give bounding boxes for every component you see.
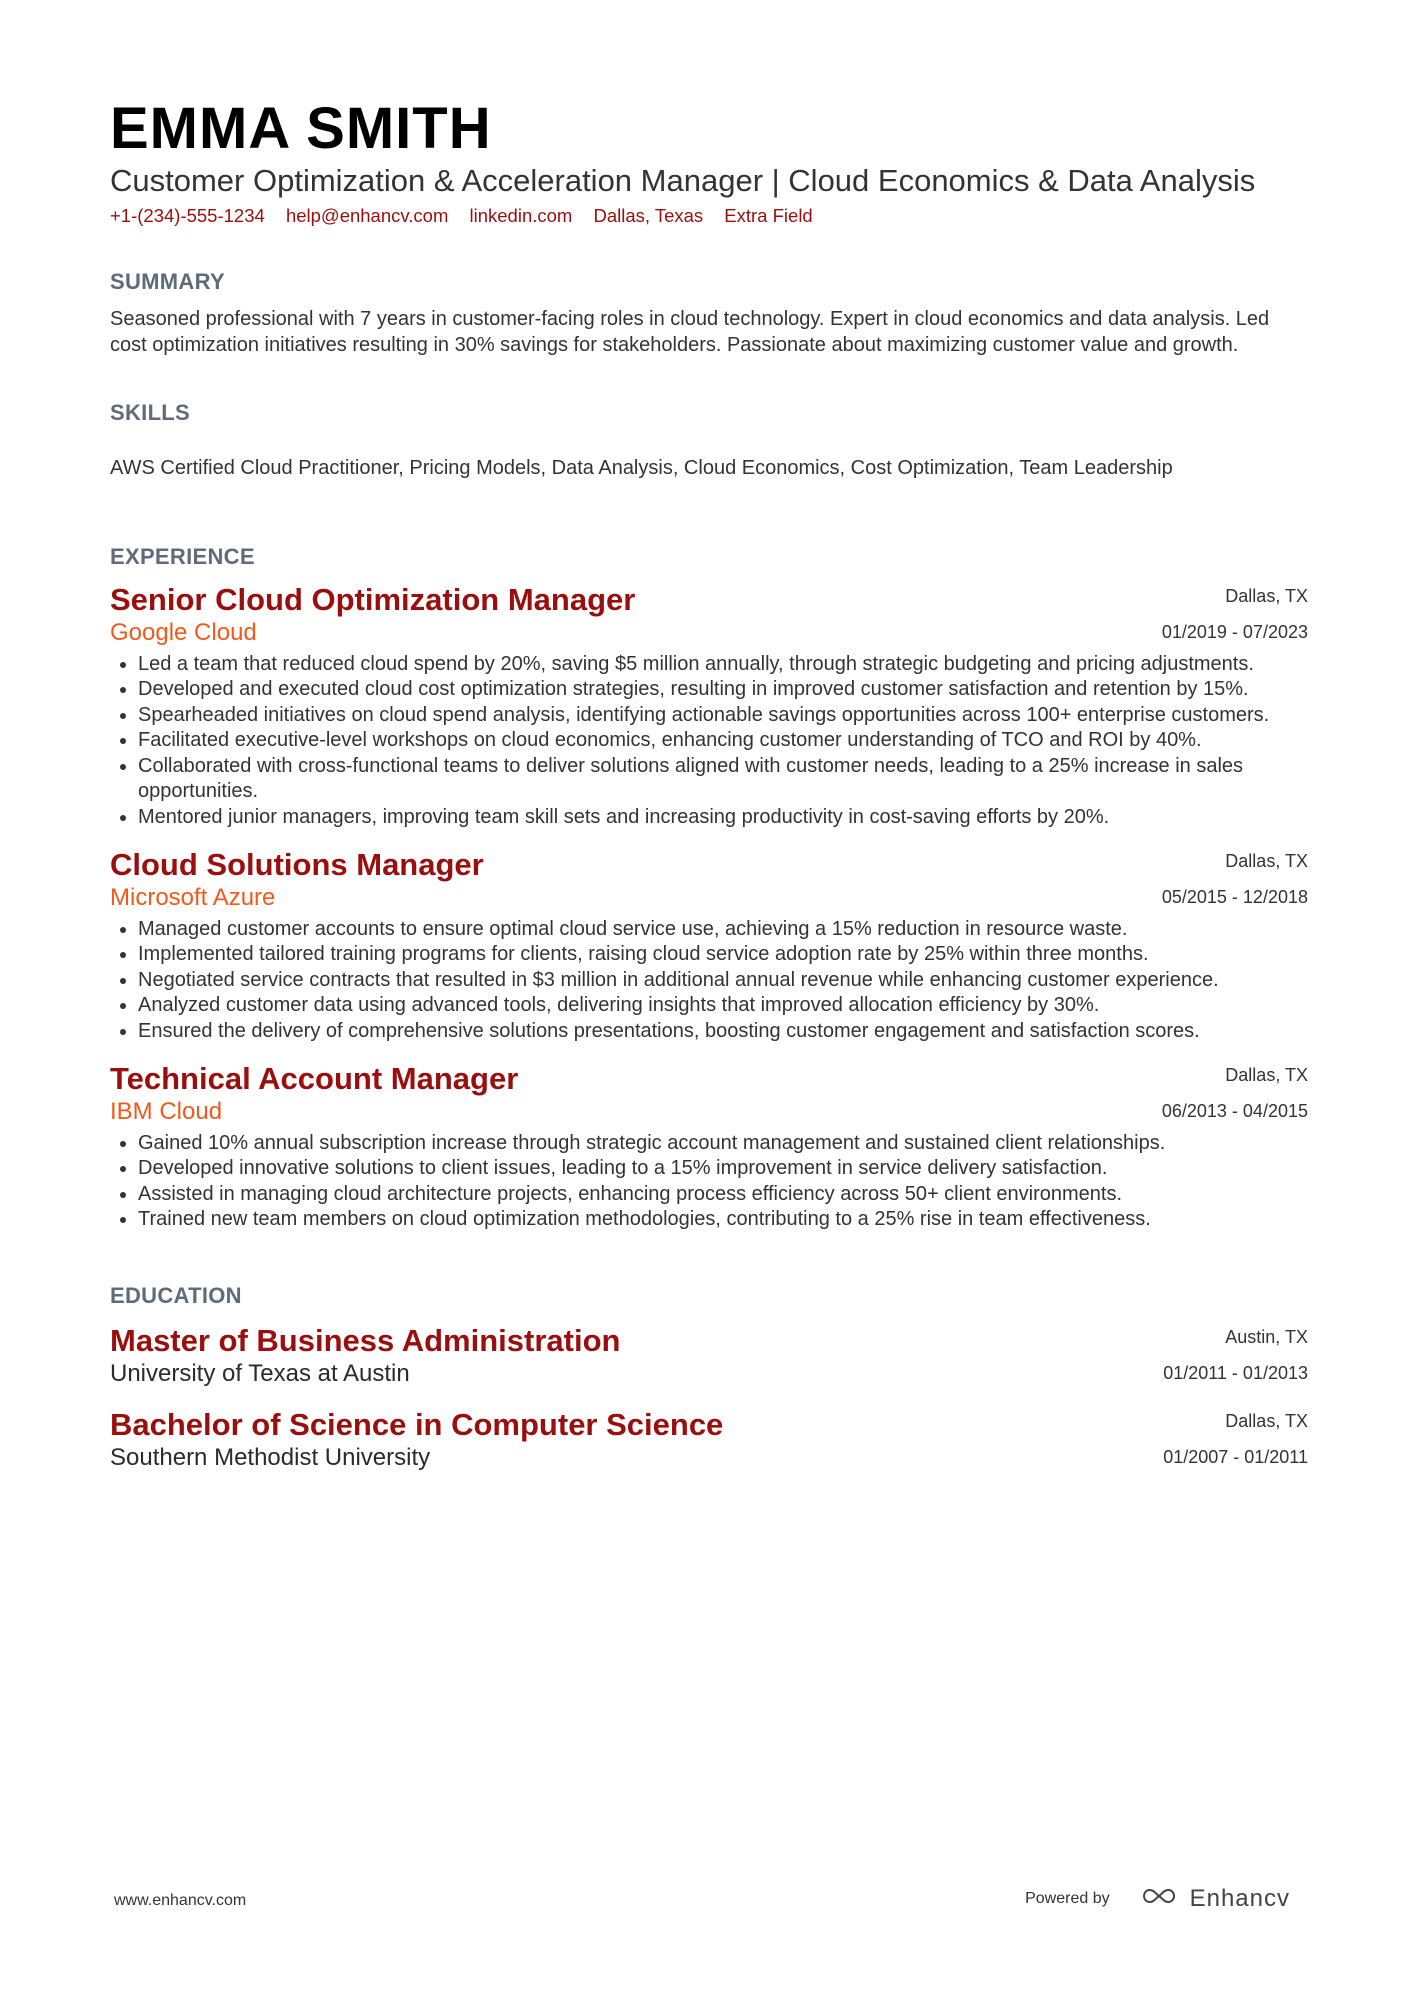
enhancv-logo-icon: [1136, 1884, 1182, 1913]
bullet-item: • Developed innovative solutions to client issues, leading to a 15% improvement in service delivery satisfaction.: [138, 1156, 1308, 1182]
job-bullets: [110, 652, 1308, 831]
experience-entry: [110, 1061, 1308, 1233]
bullet-item: • Spearheaded initiatives on cloud spend analysis, identifying actionable savings opportunities across 100+ enterprise customers.: [138, 703, 1308, 729]
bullet-item: • Led a team that reduced cloud spend by 20%, saving $5 million annually, through strategic budgeting and pricing adjustments.: [138, 652, 1308, 678]
job-dates: 01/2019 - 07/2023: [1161, 621, 1308, 642]
experience-list: [110, 582, 1308, 1234]
contact-bar: [110, 205, 1308, 227]
powered-by-label: Powered by: [1025, 1889, 1110, 1907]
job-location: Dallas, TX: [1225, 585, 1308, 606]
job-title: Cloud Solutions Manager: [110, 846, 484, 882]
school-location: Dallas, TX: [1225, 1411, 1308, 1431]
bullet-item: • Gained 10% annual subscription increase through strategic account management and sustained client relationships.: [138, 1131, 1308, 1157]
job-location: Dallas, TX: [1225, 1064, 1308, 1085]
email-link[interactable]: help@enhancv.com: [285, 205, 449, 226]
degree-title: Bachelor of Science in Computer Science: [110, 1407, 724, 1442]
bullet-item: • Assisted in managing cloud architecture projects, enhancing process efficiency across 50+ client environments.: [138, 1182, 1308, 1208]
degree-title: Master of Business Administration: [110, 1323, 621, 1358]
job-dates: 05/2015 - 12/2018: [1161, 886, 1308, 907]
bullet-item: • Implemented tailored training programs for clients, raising cloud service adoption rate by 25% within three months.: [138, 942, 1308, 968]
powered-by: [1025, 1884, 1290, 1913]
skills-heading: SKILLS: [110, 400, 191, 425]
job-bullets: [110, 1131, 1308, 1233]
phone-link[interactable]: +1-(234)-555-1234: [110, 205, 265, 226]
school-dates: 01/2011 - 01/2013: [1163, 1363, 1308, 1383]
company-name: Google Cloud: [110, 618, 257, 646]
website-link[interactable]: www.enhancv.com: [114, 1892, 247, 1909]
education-heading: EDUCATION: [110, 1283, 242, 1308]
resume-page: [110, 98, 1308, 1473]
extra-field-text: Extra Field: [724, 205, 813, 226]
experience-entry: [110, 582, 1308, 831]
bullet-item: • Developed and executed cloud cost optimization strategies, resulting in improved customer satisfaction and retention by 15%.: [138, 677, 1308, 703]
education-entry: [110, 1407, 1308, 1473]
skills-text: AWS Certified Cloud Practitioner, Pricing Models, Data Analysis, Cloud Economics, Cost Optimization, Team Leadership: [110, 457, 1173, 479]
bullet-item: • Mentored junior managers, improving team skill sets and increasing productivity in cost-saving efforts by 20%.: [138, 805, 1308, 831]
school-name: University of Texas at Austin: [110, 1360, 410, 1387]
experience-heading: EXPERIENCE: [110, 543, 255, 569]
bullet-item: • Analyzed customer data using advanced tools, delivering insights that improved allocation efficiency by 30%.: [138, 993, 1308, 1019]
bullet-item: • Ensured the delivery of comprehensive solutions presentations, boosting customer engagement and satisfaction scores.: [138, 1019, 1308, 1045]
summary-text: Seasoned professional with 7 years in customer-facing roles in cloud technology. Expert in cloud economics and data analysis. Led cost optimization initiatives resulting in 30% savings for stakeholders. Passionate about maximizing customer value and growth.: [110, 308, 1270, 356]
job-dates: 06/2013 - 04/2015: [1161, 1100, 1308, 1121]
job-location: Dallas, TX: [1225, 850, 1308, 871]
bullet-item: • Trained new team members on cloud optimization methodologies, contributing to a 25% rise in team effectiveness.: [138, 1207, 1308, 1233]
experience-entry: [110, 847, 1308, 1045]
bullet-item: • Managed customer accounts to ensure optimal cloud service use, achieving a 15% reduction in resource waste.: [138, 917, 1308, 943]
job-title: Senior Cloud Optimization Manager: [110, 581, 636, 617]
linkedin-link[interactable]: linkedin.com: [469, 205, 573, 226]
location-text: Dallas, Texas: [593, 205, 704, 226]
job-bullets: [110, 917, 1308, 1045]
company-name: Microsoft Azure: [110, 883, 276, 911]
school-location: Austin, TX: [1225, 1327, 1308, 1347]
enhancv-brand: Enhancv: [1189, 1884, 1290, 1912]
bullet-item: • Facilitated executive-level workshops on cloud economics, enhancing customer understanding of TCO and ROI by 40%.: [138, 728, 1308, 754]
job-title: Technical Account Manager: [110, 1060, 519, 1096]
bullet-item: • Negotiated service contracts that resulted in $3 million in additional annual revenue while enhancing customer experience.: [138, 968, 1308, 994]
education-entry: [110, 1323, 1308, 1389]
bullet-item: • Collaborated with cross-functional teams to deliver solutions aligned with customer needs, leading to a 25% increase in sales opportunities.: [138, 754, 1308, 805]
company-name: IBM Cloud: [110, 1097, 223, 1125]
school-dates: 01/2007 - 01/2011: [1163, 1447, 1308, 1467]
candidate-tagline: Customer Optimization & Acceleration Manager | Cloud Economics & Data Analysis: [110, 163, 1256, 198]
candidate-name: EMMA SMITH: [110, 96, 492, 161]
school-name: Southern Methodist University: [110, 1444, 431, 1471]
summary-heading: SUMMARY: [110, 269, 225, 294]
